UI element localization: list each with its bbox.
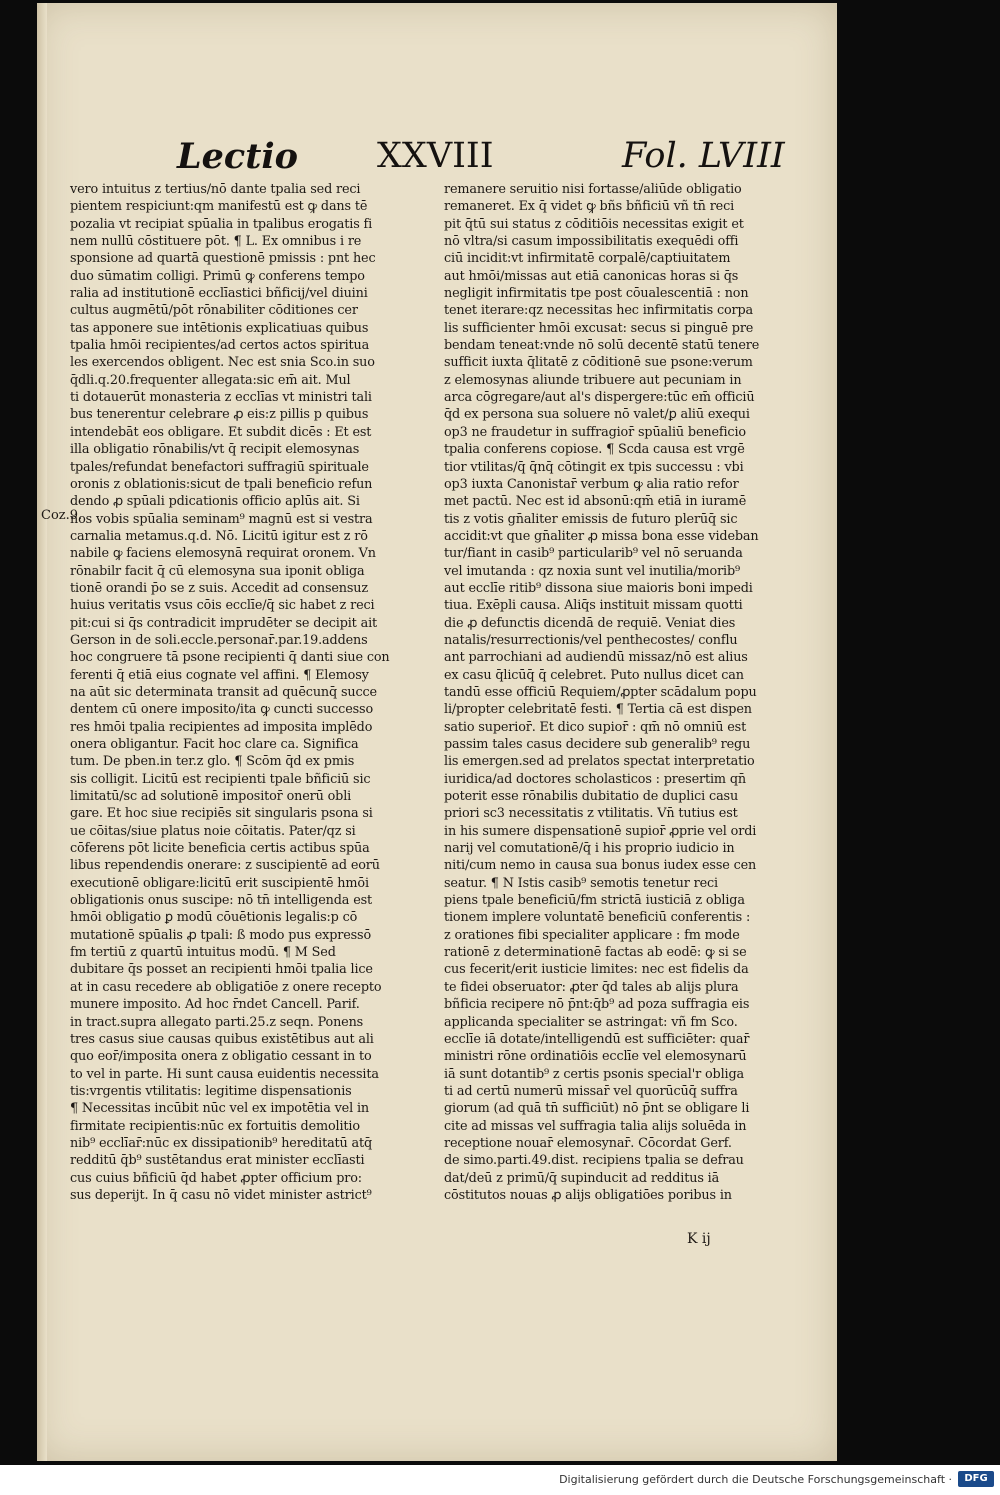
text-line: tpalia hmōi recipientes/ad certos actos spiritua (70, 338, 370, 354)
text-line: giorum (ad quā tn̄ sufficiūt) nō p̄nt se obligare li (444, 1101, 750, 1117)
text-line: rationē z determinationē factas ab eodē: ꝙ si se (444, 945, 747, 961)
text-line: tpalia conferens copiose. ¶ Scda causa est vrgē (444, 442, 745, 458)
text-line: tas apponere sue intētionis explicatiuas quibus (70, 320, 369, 336)
text-line: Gerson in de soli.eccle.personar̄.par.19.addens (70, 632, 368, 648)
text-line: quo eor̄/imposita onera z obligatio cessant in to (70, 1049, 372, 1065)
text-line: ciū incidit:vt infirmitatē corpalē/captiuitatem (444, 251, 731, 267)
text-line: dubitare q̄s posset an recipienti hmōi tpalia lice (70, 962, 373, 978)
margin-note: Coz.9. (41, 508, 83, 523)
text-line: iuridica/ad doctores scholasticos : presertim qn̄ (444, 771, 746, 787)
text-line: tenet iterare:qz necessitas hec infirmitatis corpa (444, 303, 753, 319)
page-fold (37, 3, 47, 1461)
text-line: sufficit iuxta q̄litatē z cōditionē sue psone:verum (444, 355, 753, 371)
text-line: in his sumere dispensationē supior̄ ꝓprie vel ordi (444, 823, 757, 839)
text-line: tpales/refundat benefactori suffragiū spirituale (70, 459, 369, 475)
text-line: executionē obligare:licitū erit suscipientē hmōi (70, 875, 369, 891)
text-line: cus fecerit/erit iusticie limites: nec est fidelis da (444, 962, 749, 978)
text-line: ralia ad institutionē ecclīastici bñficij/vel diuini (70, 286, 368, 302)
footer-bar (0, 1465, 1000, 1495)
text-line: ministri rōne ordinatiōis ecclīe vel elemosynarū (444, 1049, 747, 1065)
text-line: bus tenerentur celebrare ꝓ eis:z pillis p quibus (70, 407, 369, 423)
left-column (70, 181, 390, 1204)
text-line: poterit esse rōnabilis dubitatio de duplici casu (444, 789, 739, 805)
text-line: ti dotauerūt monasteria z ecclīas vt ministri tali (70, 390, 372, 406)
text-line: tionē orandi p̄o se z suis. Accedit ad consensuz (70, 580, 368, 596)
text-line: nem nullū cōstituere pōt. ¶ L. Ex omnibus i re (70, 234, 362, 250)
text-line: applicanda specialiter se astringat: vñ fm Sco. (444, 1014, 738, 1030)
text-line: firmitate recipientis:nūc ex fortuitis demolitio (70, 1118, 360, 1134)
text-line: bendam teneat:vnde nō solū decentē statū tenere (444, 338, 760, 354)
text-line: ant parrochiani ad audiendū missaz/nō est alius (444, 650, 748, 666)
text-line: hoc congruere tā psone recipienti q̄ danti siue con (70, 650, 390, 666)
text-line: dentem cū onere imposito/ita ꝙ cuncti successo (70, 702, 374, 718)
text-line: pit:cui si q̄s contradicit imprudēter se decipit ait (70, 615, 378, 631)
text-line: hmōi obligatio ꝑ modū cōuētionis legalis:p cō (70, 910, 358, 926)
text-line: pozalia vt recipiat spūalia in tpalibus erogatis fi (70, 216, 373, 232)
text-line: negligit infirmitatis tpe post cōualescentiā : non (444, 286, 749, 302)
text-line: bñficia recipere nō p̄nt:q̄b⁹ ad poza suffragia eis (444, 997, 750, 1013)
folio-number: Fol. LVIII (622, 136, 785, 176)
text-line: satio superior̄. Et dico supior̄ : qm̄ nō omniū est (444, 719, 747, 735)
text-line: cite ad missas vel suffragia talia alijs soluēda in (444, 1118, 747, 1134)
text-line: tres casus siue causas quibus existētibus aut ali (70, 1031, 374, 1047)
text-line: sus deperijt. In q̄ casu nō videt minister astrict⁹ (70, 1187, 372, 1203)
text-line: nos vobis spūalia seminam⁹ magnū est si vestra (70, 511, 373, 527)
right-column (444, 181, 759, 1204)
text-line: iā sunt dotantib⁹ z certis psonis special'r obliga (444, 1066, 744, 1082)
text-line: les exercendos obligent. Nec est snia Sco.in suo (70, 355, 375, 371)
text-line: at in casu recedere ab obligatiōe z onere recepto (70, 979, 382, 995)
text-line: tionem implere voluntatē beneficiū conferentis : (444, 910, 751, 926)
text-line: huius veritatis vsus cōis ecclīe/q̄ sic habet z reci (70, 598, 375, 614)
text-line: dat/deū z primū/q̄ supinducit ad redditus iā (444, 1170, 720, 1186)
text-line: pit q̄tū sui status z cōditiōis necessitas exigit et (444, 216, 744, 232)
text-line: munere imposito. Ad hoc r̄ndet Cancell. Parif. (70, 997, 360, 1013)
text-line: oronis z oblationis:sicut de tpali beneficio refun (70, 476, 373, 492)
text-line: intendebāt eos obligare. Et subdit dicēs : Et est (70, 424, 372, 440)
text-line: nō vltra/si casum impossibilitatis exequēdi offi (444, 234, 739, 250)
text-line: niti/cum nemo in causa sua bonus iudex esse cen (444, 858, 757, 874)
text-line: narij vel comutationē/q̄ i his proprio iudicio in (444, 841, 735, 857)
text-line: seatur. ¶ N Istis casib⁹ semotis tenetur reci (444, 875, 718, 891)
lecture-number: XXVIII (377, 136, 494, 176)
text-line: aut hmōi/missas aut etiā canonicas horas si q̄s (444, 268, 739, 284)
text-line: te fidei obseruator: ꝓter q̄d tales ab alijs plura (444, 979, 739, 995)
text-line: tior vtilitas/q̄ q̄nq̄ cōtingit ex tpis successu : vbi (444, 459, 744, 475)
text-line: obligationis onus suscipe: nō tn̄ intelligenda est (70, 893, 373, 909)
text-line: ¶ Necessitas incūbit nūc vel ex impotētia vel in (70, 1101, 370, 1117)
text-line: natalis/resurrectionis/vel penthecostes/ conflu (444, 632, 738, 648)
text-line: in tract.supra allegato parti.25.z seqn. Ponens (70, 1014, 364, 1030)
funding-notice: Digitalisierung gefördert durch die Deutsche Forschungsgemeinschaft · (559, 1473, 952, 1486)
text-line: tiua. Exēpli causa. Aliq̄s instituit missam quotti (444, 598, 743, 614)
text-line: ex casu q̄licūq̄ q̄ celebret. Puto nullus dicet can (444, 667, 744, 683)
text-line: op3 iuxta Canonistar̄ verbum ꝙ alia ratio refor (444, 476, 739, 492)
dfg-logo[interactable] (958, 1471, 994, 1487)
text-line: cus cuius bñficiū q̄d habet ꝓpter officium pro: (70, 1170, 362, 1186)
text-line: vero intuitus z tertius/nō dante tpalia sed reci (70, 182, 361, 197)
text-line: q̄dli.q.20.frequenter allegata:sic em̄ ait. Mul (70, 372, 351, 388)
text-line: ecclīe iā dotate/intelligendū est sufficiēter: quar̄ (444, 1031, 750, 1047)
text-line: receptione nouar̄ elemosynar̄. Cōcordat Gerf. (444, 1135, 732, 1151)
dfg-logo-text: DFG (964, 1473, 988, 1484)
signature-mark: K ij (687, 1231, 711, 1247)
text-line: arca cōgregare/aut al's dispergere:tūc em̄ officiū (444, 390, 755, 406)
text-line: res hmōi tpalia recipientes ad imposita implēdo (70, 719, 373, 735)
text-line: nabile ꝙ faciens elemosynā requirat oronem. Vn (70, 546, 376, 562)
text-line: na aūt sic determinata transit ad quēcunq̄ succe (70, 684, 377, 700)
text-line: illa obligatio rōnabilis/vt q̄ recipit elemosynas (70, 442, 360, 458)
text-line: cōferens pōt licite beneficia certis actibus spūa (70, 841, 370, 857)
text-line: vel imutanda : qz noxia sunt vel inutilia/morib⁹ (444, 563, 741, 579)
text-line: nib⁹ ecclīar̄:nūc ex dissipationib⁹ hereditatū atq̄ (70, 1135, 373, 1151)
text-line: carnalia metamus.q.d. Nō. Licitū igitur est z rō (70, 528, 368, 544)
text-line: met pactū. Nec est id absonū:qm̄ etiā in iuramē (444, 494, 747, 510)
text-line: cōstitutos nouas ꝓ alijs obligatiōes poribus in (444, 1187, 732, 1203)
text-line: sponsione ad quartā questionē pmissis : pnt hec (70, 251, 376, 267)
text-line: accidit:vt que gn̄aliter ꝓ missa bona esse videban (444, 528, 759, 544)
text-line: tis:vrgentis vtilitatis: legitime dispensationis (70, 1083, 352, 1099)
text-line: dendo ꝓ spūali pdicationis officio aplūs ait. Si (70, 494, 360, 510)
text-line: duo sūmatim colligi. Primū ꝙ conferens tempo (70, 268, 365, 284)
text-line: limitatū/sc ad solutionē impositor̄ onerū obli (70, 789, 352, 805)
text-line: lis sufficienter hmōi excusat: secus si pinguē pre (444, 320, 754, 336)
running-title: Lectio (177, 136, 298, 177)
text-line: redditū q̄b⁹ sustētandus erat minister ecclīasti (70, 1153, 365, 1169)
text-line: pientem respiciunt:qm manifestū est ꝙ dans tē (70, 199, 368, 215)
text-line: cultus augmētū/pōt rōnabiliter cōditiones cer (70, 303, 358, 319)
text-line: op3 ne fraudetur in suffragior̄ spūaliū beneficio (444, 424, 746, 440)
text-line: ti ad certū numerū missar̄ vel quorūcūq̄ suffra (444, 1083, 738, 1099)
text-line: aut ecclīe ritib⁹ dissona siue maioris boni impedi (444, 580, 753, 596)
book-page (37, 3, 837, 1461)
text-line: die ꝓ defunctis dicendā de requiē. Veniat dies (444, 615, 736, 631)
text-line: priori sc3 necessitatis z vtilitatis. Vn̄ tutius est (444, 806, 738, 822)
text-line: z elemosynas aliunde tribuere aut pecuniam in (444, 372, 742, 388)
text-line: libus rependendis onerare: z suscipientē ad eorū (70, 858, 380, 874)
text-line: ue cōitas/siue platus noie cōitatis. Pater/qz si (70, 823, 356, 839)
text-line: mutationē spūalis ꝓ tpali: ß modo pus expressō (70, 927, 372, 943)
text-line: de simo.parti.49.dist. recipiens tpalia se defrau (444, 1153, 744, 1169)
text-line: fm tertiū z quartū intuitus modū. ¶ M Sed (70, 945, 336, 961)
text-line: tandū esse officiū Requiem/ꝓpter scādalum popu (444, 684, 757, 700)
text-line: gare. Et hoc siue recipiēs sit singularis psona si (70, 806, 373, 822)
text-line: piens tpale beneficiū/fm strictā iusticiā z obliga (444, 893, 745, 909)
text-line: remanere seruitio nisi fortasse/aliūde obligatio (444, 182, 742, 197)
text-line: tum. De pben.in ter.z glo. ¶ Scōm q̄d ex pmis (70, 754, 355, 770)
text-line: passim tales casus decidere sub generalib⁹ regu (444, 737, 751, 752)
text-line: ferenti q̄ etiā eius cognate vel affini. ¶ Elemosy (70, 667, 369, 683)
text-line: rōnabilr facit q̄ cū elemosyna sua iponit obliga (70, 563, 365, 579)
text-line: sis colligit. Licitū est recipienti tpale bñficiū sic (70, 771, 371, 787)
text-line: li/propter celebritatē festi. ¶ Tertia cā est dispen (444, 702, 752, 718)
text-line: remaneret. Ex q̄ videt ꝙ bñs bñficiū vñ tn̄ reci (444, 199, 735, 215)
text-line: onera obligantur. Facit hoc clare ca. Significa (70, 737, 359, 752)
text-line: z orationes fibi specialiter applicare : fm mode (444, 927, 740, 943)
text-line: q̄d ex persona sua soluere nō valet/ꝑ aliū exequi (444, 407, 750, 423)
text-line: to vel in parte. Hi sunt causa euidentis necessita (70, 1066, 379, 1082)
text-line: tur/fiant in casib⁹ particularib⁹ vel nō seruanda (444, 546, 743, 562)
text-line: tis z votis gn̄aliter emissis de futuro plerūq̄ sic (444, 511, 738, 527)
text-line: lis emergen.sed ad prelatos spectat interpretatio (444, 754, 755, 770)
